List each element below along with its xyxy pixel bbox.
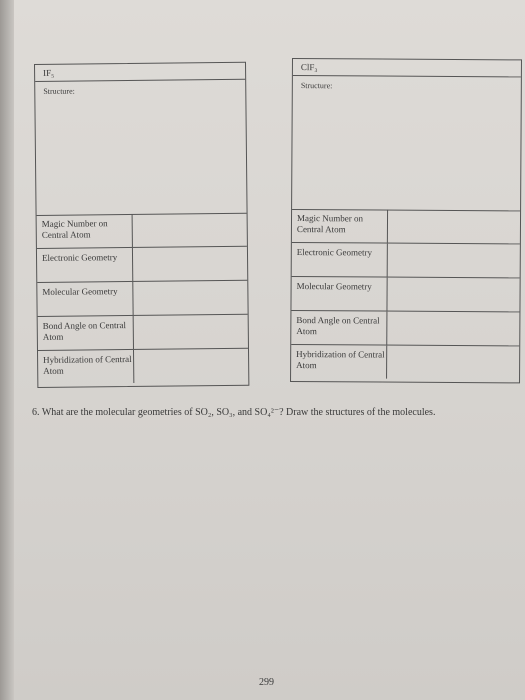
if5-row-bond-angle — [38, 315, 248, 351]
answer-cell[interactable] — [134, 349, 248, 383]
answer-cell[interactable] — [133, 281, 247, 315]
row-label: Magic Number on Central Atom — [37, 214, 133, 248]
answer-cell[interactable] — [388, 244, 520, 278]
row-label: Electronic Geometry — [37, 248, 133, 282]
row-label: Magic Number on Central Atom — [292, 209, 388, 243]
row-label: Hybridization of Central Atom — [291, 345, 387, 379]
clf3-structure-label: Structure: — [300, 81, 333, 91]
if5-row-hybridization — [38, 349, 248, 384]
if5-row-magic-number — [37, 213, 247, 249]
row-label: Molecular Geometry — [37, 282, 133, 316]
clf3-row-molecular-geometry — [291, 277, 519, 312]
clf3-row-electronic-geometry — [292, 243, 520, 278]
clf3-structure-box[interactable] — [292, 75, 521, 211]
if5-title: IF₅ — [35, 63, 245, 82]
clf3-row-magic-number — [292, 209, 520, 244]
clf3-table — [290, 58, 522, 383]
row-label: Hybridization of Central Atom — [38, 350, 134, 384]
answer-cell[interactable] — [387, 312, 519, 346]
if5-row-electronic-geometry — [37, 247, 247, 283]
row-label: Molecular Geometry — [291, 277, 387, 311]
row-label: Electronic Geometry — [292, 243, 388, 277]
if5-structure-box[interactable] — [35, 79, 246, 216]
clf3-title: ClF₃ — [293, 59, 521, 77]
if5-table — [34, 62, 249, 388]
page-edge-shadow — [0, 0, 14, 700]
clf3-row-hybridization — [291, 345, 519, 379]
answer-cell[interactable] — [133, 213, 247, 247]
if5-structure-label: Structure: — [43, 86, 75, 96]
row-label: Bond Angle on Central Atom — [291, 311, 387, 345]
answer-cell[interactable] — [387, 346, 519, 380]
question-6: 6. What are the molecular geometries of SO₂, SO₃, and SO₄²⁻? Draw the structures of the molecules. — [32, 407, 436, 418]
row-label: Bond Angle on Central Atom — [38, 316, 134, 350]
clf3-row-bond-angle — [291, 311, 519, 346]
answer-cell[interactable] — [388, 210, 520, 244]
answer-cell[interactable] — [387, 278, 519, 312]
answer-cell[interactable] — [133, 247, 247, 281]
answer-cell[interactable] — [134, 315, 248, 349]
if5-row-molecular-geometry — [37, 281, 247, 317]
page-number: 299 — [259, 677, 274, 688]
